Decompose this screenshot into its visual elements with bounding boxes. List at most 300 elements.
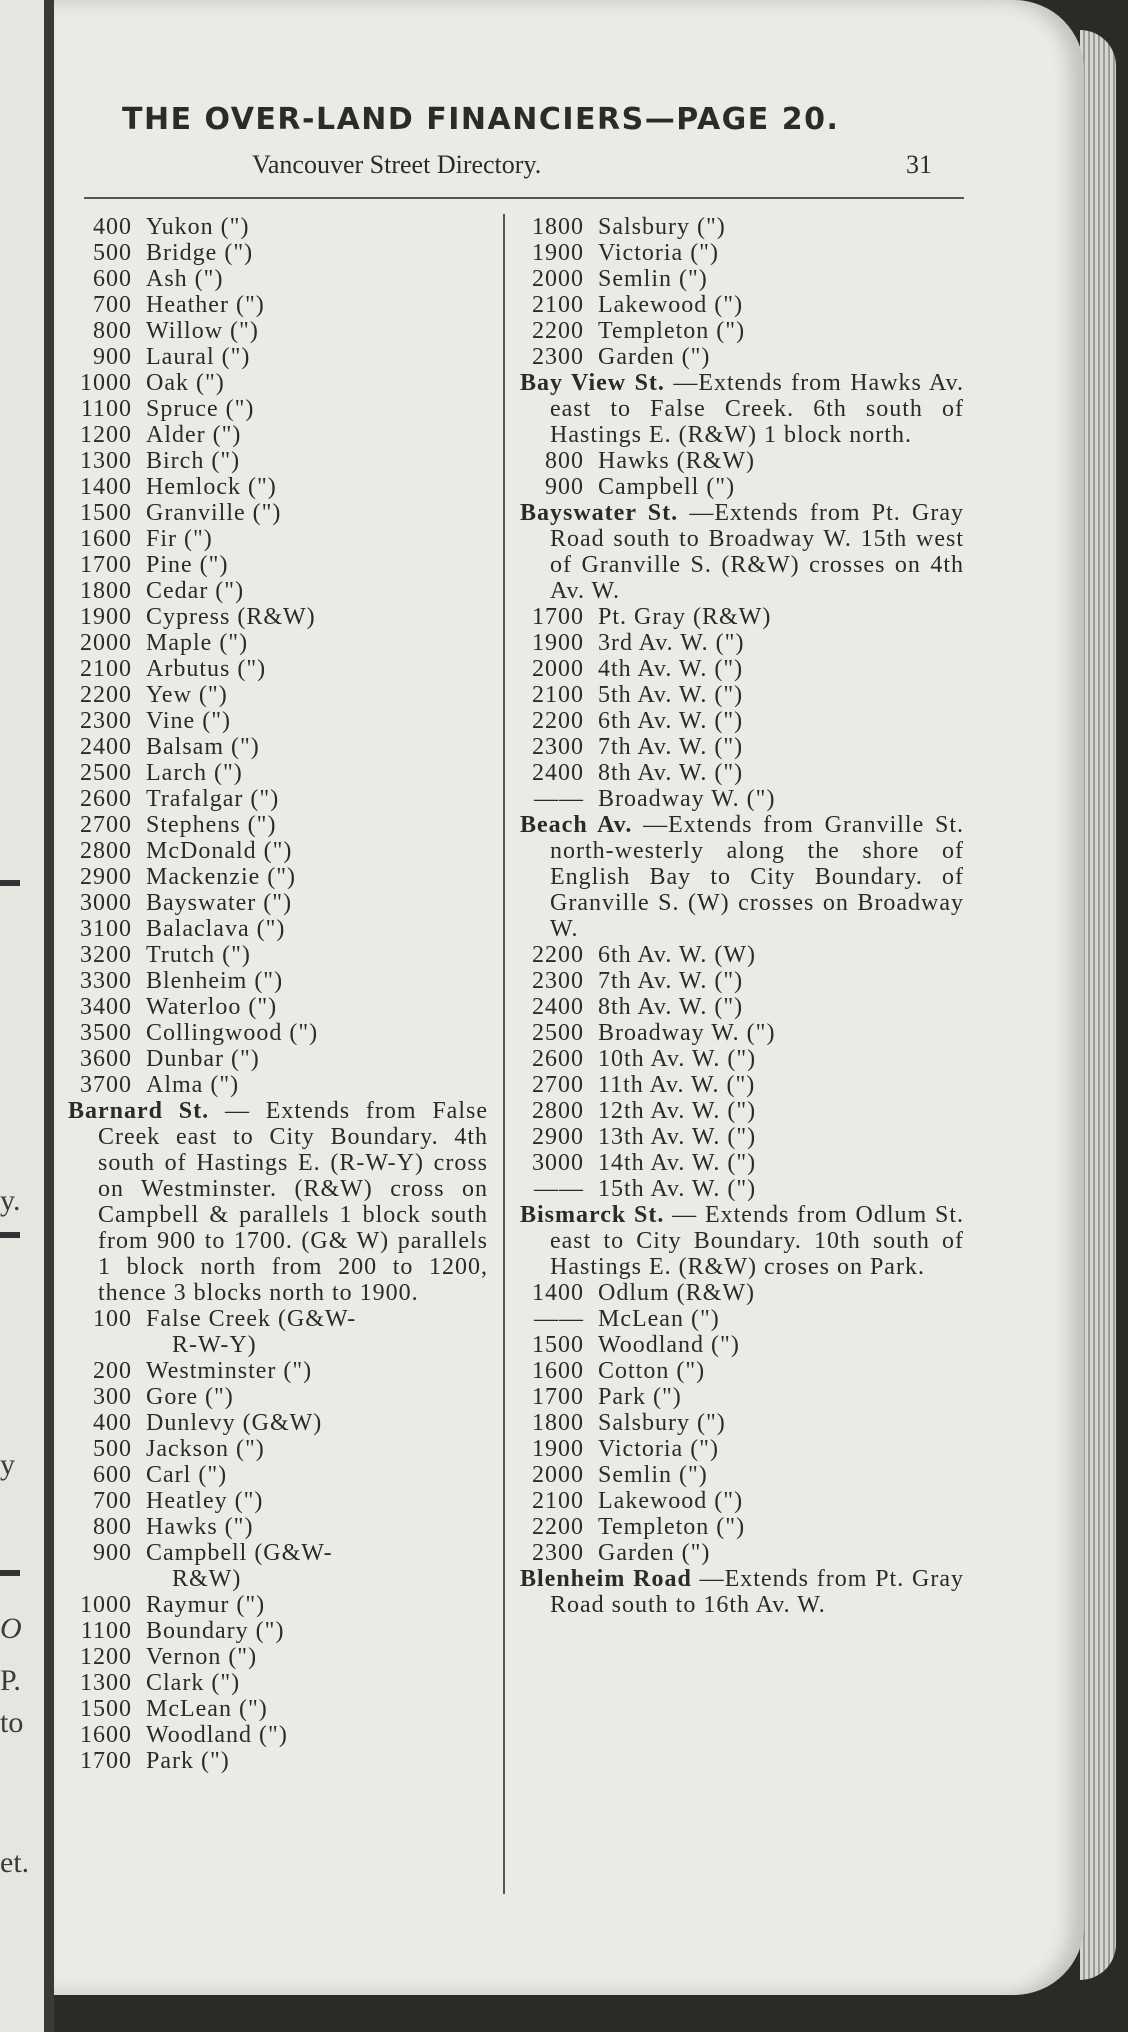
house-number: 1700 — [80, 552, 132, 578]
directory-entry — [520, 292, 964, 318]
directory-entry — [68, 1540, 488, 1566]
house-number: 2400 — [80, 734, 132, 760]
house-number: 600 — [93, 266, 132, 292]
directory-entry — [68, 448, 488, 474]
cross-street: Dunlevy (G&W) — [146, 1410, 323, 1436]
directory-entry — [520, 344, 964, 370]
directory-entry — [68, 968, 488, 994]
house-number: 2000 — [532, 1462, 584, 1488]
cross-street: Semlin (") — [598, 266, 708, 292]
directory-entry — [520, 1332, 964, 1358]
cross-street: Cedar (") — [146, 578, 245, 604]
directory-entry — [68, 890, 488, 916]
previous-page-edge — [0, 0, 54, 2032]
street-description: — Extends from Odlum St. east to City Boundary. 10th south of Hastings E. (R&W) croses on Park. — [550, 1202, 965, 1280]
cross-street: Boundary (") — [146, 1618, 285, 1644]
house-number: 2600 — [80, 786, 132, 812]
house-number: 1600 — [532, 1358, 584, 1384]
directory-entry — [520, 942, 964, 968]
directory-entry — [520, 1488, 964, 1514]
house-number: 300 — [93, 1384, 132, 1410]
street-name: Beach Av. — [520, 812, 633, 838]
cross-street: Pine (") — [146, 552, 229, 578]
edge-text: et. — [0, 1846, 30, 1879]
cross-street: Hemlock (") — [146, 474, 277, 500]
directory-entry — [520, 1410, 964, 1436]
house-number: 1500 — [80, 500, 132, 526]
cross-street: Spruce (") — [146, 396, 255, 422]
house-number: —— — [534, 786, 584, 812]
directory-entry — [520, 448, 964, 474]
house-number: 2000 — [532, 266, 584, 292]
house-number: 2500 — [532, 1020, 584, 1046]
column-divider — [503, 214, 505, 1894]
cross-street: Semlin (") — [598, 1462, 708, 1488]
cross-street: Victoria (") — [598, 240, 719, 266]
cross-street: Lakewood (") — [598, 292, 744, 318]
cross-street: 6th Av. W. (") — [598, 708, 744, 734]
cross-street: Broadway W. (") — [598, 1020, 776, 1046]
cross-street: Westminster (") — [146, 1358, 313, 1384]
cross-street: Yukon (") — [146, 214, 250, 240]
house-number: 1000 — [80, 370, 132, 396]
house-number: 1600 — [80, 526, 132, 552]
house-number: 500 — [93, 1436, 132, 1462]
directory-entry — [520, 1098, 964, 1124]
house-number: 2500 — [80, 760, 132, 786]
directory-entry — [520, 734, 964, 760]
cross-street: Carl (") — [146, 1462, 228, 1488]
cross-street: Granville (") — [146, 500, 282, 526]
house-number: 2200 — [532, 1514, 584, 1540]
directory-entry — [68, 552, 488, 578]
edge-rule — [0, 1232, 20, 1238]
house-number: 1800 — [532, 214, 584, 240]
house-number: 1400 — [80, 474, 132, 500]
house-number: 2400 — [532, 760, 584, 786]
cross-street: Willow (") — [146, 318, 259, 344]
street-description: — Extends from False Creek east to City Boundary. 4th south of Hastings E. (R-W-Y) cross on Westminster. (R&W) cross on Campbell & parallels 1 block south from 900 to 1700. (G& W) parallels 1 block north from 200 to 1200, thence 3 blocks north to 1900. — [98, 1098, 488, 1306]
house-number: 1800 — [532, 1410, 584, 1436]
directory-entry — [68, 1670, 488, 1696]
cross-street: McLean (") — [598, 1306, 720, 1332]
cross-street: Balaclava (") — [146, 916, 286, 942]
cross-street: Raymur (") — [146, 1592, 266, 1618]
directory-entry — [520, 1384, 964, 1410]
house-number: 400 — [93, 1410, 132, 1436]
house-number: 2800 — [80, 838, 132, 864]
house-number: 1900 — [532, 630, 584, 656]
house-number: 700 — [93, 1488, 132, 1514]
directory-entry — [520, 682, 964, 708]
cross-street: Bridge (") — [146, 240, 254, 266]
house-number: 2900 — [80, 864, 132, 890]
directory-entry — [68, 422, 488, 448]
directory-entry — [68, 344, 488, 370]
street-name: Blenheim Road — [520, 1566, 692, 1592]
cross-street: Cypress (R&W) — [146, 604, 316, 630]
edge-text: P. — [0, 1664, 21, 1697]
house-number: 2300 — [532, 344, 584, 370]
cross-street: Woodland (") — [146, 1722, 288, 1748]
street-name: Bismarck St. — [520, 1202, 665, 1228]
cross-street: Park (") — [146, 1748, 230, 1774]
house-number: 900 — [93, 344, 132, 370]
house-number: 3100 — [80, 916, 132, 942]
house-number: 2200 — [532, 318, 584, 344]
cross-street: Larch (") — [146, 760, 243, 786]
directory-entry — [520, 1124, 964, 1150]
cross-street: 13th Av. W. (") — [598, 1124, 757, 1150]
street-heading — [520, 1566, 964, 1618]
house-number: 900 — [93, 1540, 132, 1566]
house-number: 800 — [93, 318, 132, 344]
cross-street: Jackson (") — [146, 1436, 265, 1462]
house-number: 800 — [545, 448, 584, 474]
house-number: 600 — [93, 1462, 132, 1488]
cross-street: Arbutus (") — [146, 656, 267, 682]
directory-entry — [68, 1748, 488, 1774]
directory-entry — [68, 500, 488, 526]
directory-entry — [68, 1020, 488, 1046]
directory-entry — [68, 1644, 488, 1670]
house-number: 500 — [93, 240, 132, 266]
edge-text: y — [0, 1448, 15, 1481]
directory-entry — [68, 266, 488, 292]
directory-entry — [520, 1176, 964, 1202]
house-number: 2800 — [532, 1098, 584, 1124]
house-number: 2000 — [532, 656, 584, 682]
cross-street: 5th Av. W. (") — [598, 682, 744, 708]
cross-street: Heatley (") — [146, 1488, 264, 1514]
house-number: 900 — [545, 474, 584, 500]
directory-entry — [520, 1436, 964, 1462]
house-number: 3200 — [80, 942, 132, 968]
directory-entry — [68, 1384, 488, 1410]
directory-entry — [68, 1306, 488, 1332]
directory-entry — [520, 1020, 964, 1046]
cross-street: 6th Av. W. (W) — [598, 942, 756, 968]
cross-street: Pt. Gray (R&W) — [598, 604, 772, 630]
house-number: 3000 — [80, 890, 132, 916]
header-rule — [84, 197, 964, 199]
cross-street: McLean (") — [146, 1696, 268, 1722]
directory-entry — [520, 968, 964, 994]
directory-entry — [520, 1462, 964, 1488]
directory-entry — [68, 838, 488, 864]
directory-entry — [68, 1332, 488, 1358]
cross-street: 11th Av. W. (") — [598, 1072, 756, 1098]
cross-street: McDonald (") — [146, 838, 293, 864]
house-number: 2300 — [532, 1540, 584, 1566]
directory-entry — [68, 1436, 488, 1462]
house-number: 2200 — [80, 682, 132, 708]
edge-rule — [0, 1570, 20, 1576]
directory-entry — [520, 708, 964, 734]
cross-street: Stephens (") — [146, 812, 277, 838]
house-number: 1900 — [532, 1436, 584, 1462]
directory-entry — [520, 1514, 964, 1540]
street-description: —Extends from Hawks Av. east to False Creek. 6th south of Hastings E. (R&W) 1 block north. — [550, 370, 964, 448]
house-number: 1400 — [532, 1280, 584, 1306]
street-heading — [520, 812, 964, 942]
directory-entry — [68, 1514, 488, 1540]
street-heading — [68, 1098, 488, 1306]
directory-entry — [520, 1280, 964, 1306]
cross-street: Campbell (G&W- — [146, 1540, 333, 1566]
cross-street: Blenheim (") — [146, 968, 284, 994]
house-number: 2300 — [532, 734, 584, 760]
page-subtitle: Vancouver Street Directory. — [252, 150, 542, 179]
edge-rule — [0, 880, 20, 886]
cross-street: Alder (") — [146, 422, 242, 448]
cross-street: Waterloo (") — [146, 994, 278, 1020]
house-number: 2700 — [80, 812, 132, 838]
house-number: 3500 — [80, 1020, 132, 1046]
directory-entry — [520, 1358, 964, 1384]
cross-street: Clark (") — [146, 1670, 241, 1696]
page-number: 31 — [906, 150, 932, 179]
house-number: 3300 — [80, 968, 132, 994]
cross-street: Hawks (") — [146, 1514, 254, 1540]
cross-street: Broadway W. (") — [598, 786, 776, 812]
directory-entry — [520, 474, 964, 500]
directory-entry — [68, 812, 488, 838]
house-number: 1700 — [532, 1384, 584, 1410]
directory-entry — [68, 604, 488, 630]
directory-entry — [520, 240, 964, 266]
cross-street: 12th Av. W. (") — [598, 1098, 757, 1124]
cross-street: 7th Av. W. (") — [598, 968, 744, 994]
directory-entry — [68, 734, 488, 760]
cross-street: 7th Av. W. (") — [598, 734, 744, 760]
directory-entry — [68, 396, 488, 422]
cross-street: Gore (") — [146, 1384, 234, 1410]
cross-street: False Creek (G&W- — [146, 1306, 357, 1332]
page-stack — [1080, 30, 1116, 1980]
directory-entry — [68, 630, 488, 656]
directory-entry — [68, 916, 488, 942]
directory-entry — [68, 474, 488, 500]
cross-street: Lakewood (") — [598, 1488, 744, 1514]
house-number: 3600 — [80, 1046, 132, 1072]
edge-text: y. — [0, 1184, 21, 1217]
cross-street: Oak (") — [146, 370, 225, 396]
directory-entry — [68, 1592, 488, 1618]
cross-street: R&W) — [172, 1566, 242, 1592]
house-number: —— — [534, 1176, 584, 1202]
house-number: 1200 — [80, 422, 132, 448]
directory-entry — [520, 760, 964, 786]
house-number: 2100 — [80, 656, 132, 682]
house-number: 1100 — [80, 1618, 132, 1644]
directory-entry — [68, 994, 488, 1020]
house-number: 2600 — [532, 1046, 584, 1072]
cross-street: Laural (") — [146, 344, 251, 370]
directory-entry — [68, 1072, 488, 1098]
cross-street: Woodland (") — [598, 1332, 740, 1358]
house-number: 400 — [93, 214, 132, 240]
house-number: 1800 — [80, 578, 132, 604]
house-number: 1000 — [80, 1592, 132, 1618]
directory-entry — [520, 630, 964, 656]
house-number: 1900 — [532, 240, 584, 266]
directory-entry — [68, 214, 488, 240]
cross-street: Salsbury (") — [598, 214, 726, 240]
cross-street: Dunbar (") — [146, 1046, 260, 1072]
street-heading — [520, 500, 964, 604]
directory-entry — [68, 760, 488, 786]
house-number: 2100 — [532, 292, 584, 318]
directory-entry — [520, 656, 964, 682]
cross-street: Victoria (") — [598, 1436, 719, 1462]
cross-street: Fir (") — [146, 526, 213, 552]
directory-entry — [68, 1046, 488, 1072]
house-number: 1500 — [532, 1332, 584, 1358]
street-name: Bayswater St. — [520, 500, 679, 526]
house-number: 2700 — [532, 1072, 584, 1098]
directory-entry — [520, 1150, 964, 1176]
edge-text: to — [0, 1706, 24, 1739]
directory-entry — [520, 1072, 964, 1098]
house-number: 1300 — [80, 448, 132, 474]
cross-street: 8th Av. W. (") — [598, 760, 744, 786]
cross-street: Vine (") — [146, 708, 231, 734]
directory-entry — [68, 786, 488, 812]
right-column — [520, 214, 964, 1618]
cross-street: Collingwood (") — [146, 1020, 319, 1046]
cross-street: Alma (") — [146, 1072, 240, 1098]
cross-street: Odlum (R&W) — [598, 1280, 755, 1306]
directory-entry — [520, 786, 964, 812]
cross-street: Yew (") — [146, 682, 228, 708]
cross-street: 15th Av. W. (") — [598, 1176, 757, 1202]
house-number: —— — [534, 1306, 584, 1332]
cross-street: Trafalgar (") — [146, 786, 280, 812]
house-number: 100 — [93, 1306, 132, 1332]
directory-entry — [68, 942, 488, 968]
street-heading — [520, 370, 964, 448]
house-number: 1200 — [80, 1644, 132, 1670]
directory-page — [54, 0, 1084, 1995]
directory-entry — [68, 318, 488, 344]
street-description: —Extends from Pt. Gray Road south to 16th Av. W. — [550, 1566, 965, 1618]
directory-entry — [68, 1566, 488, 1592]
page-header-title: THE OVER-LAND FINANCIERS—PAGE 20. — [122, 102, 840, 137]
cross-street: 14th Av. W. (") — [598, 1150, 757, 1176]
house-number: 2400 — [532, 994, 584, 1020]
house-number: 2900 — [532, 1124, 584, 1150]
house-number: 2300 — [80, 708, 132, 734]
house-number: 1900 — [80, 604, 132, 630]
house-number: 1600 — [80, 1722, 132, 1748]
directory-entry — [68, 656, 488, 682]
house-number: 700 — [93, 292, 132, 318]
house-number: 1500 — [80, 1696, 132, 1722]
street-name: Bay View St. — [520, 370, 665, 396]
cross-street: 10th Av. W. (") — [598, 1046, 757, 1072]
cross-street: Balsam (") — [146, 734, 260, 760]
cross-street: Campbell (") — [598, 474, 736, 500]
directory-entry — [68, 1696, 488, 1722]
street-description: —Extends from Pt. Gray Road south to Broadway W. 15th west of Granville S. (R&W) crosses on 4th Av. W. — [550, 500, 965, 604]
house-number: 2200 — [532, 942, 584, 968]
house-number: 1700 — [80, 1748, 132, 1774]
house-number: 800 — [93, 1514, 132, 1540]
house-number: 3400 — [80, 994, 132, 1020]
cross-street: Cotton (") — [598, 1358, 706, 1384]
house-number: 2100 — [532, 1488, 584, 1514]
directory-entry — [520, 604, 964, 630]
directory-entry — [68, 1722, 488, 1748]
cross-street: 4th Av. W. (") — [598, 656, 744, 682]
directory-entry — [68, 864, 488, 890]
house-number: 2300 — [532, 968, 584, 994]
directory-entry — [68, 1618, 488, 1644]
directory-entry — [68, 578, 488, 604]
directory-entry — [68, 292, 488, 318]
directory-entry — [68, 1462, 488, 1488]
cross-street: 8th Av. W. (") — [598, 994, 744, 1020]
cross-street: Hawks (R&W) — [598, 448, 755, 474]
left-column — [68, 214, 488, 1774]
cross-street: Salsbury (") — [598, 1410, 726, 1436]
directory-entry — [68, 370, 488, 396]
cross-street: Garden (") — [598, 1540, 711, 1566]
cross-street: R-W-Y) — [172, 1332, 257, 1358]
cross-street: 3rd Av. W. (") — [598, 630, 745, 656]
house-number: 3000 — [532, 1150, 584, 1176]
street-description: —Extends from Granville St. north-westerly along the shore of English Bay to City Boundary. of Granville S. (W) crosses on Broadway W. — [550, 812, 964, 942]
directory-entry — [520, 994, 964, 1020]
cross-street: Ash (") — [146, 266, 224, 292]
cross-street: Templeton (") — [598, 1514, 746, 1540]
directory-entry — [520, 318, 964, 344]
directory-entry — [68, 682, 488, 708]
cross-street: Templeton (") — [598, 318, 746, 344]
house-number: 2200 — [532, 708, 584, 734]
directory-entry — [68, 708, 488, 734]
cross-street: Mackenzie (") — [146, 864, 297, 890]
house-number: 200 — [93, 1358, 132, 1384]
edge-text: O — [0, 1612, 22, 1645]
house-number: 3700 — [80, 1072, 132, 1098]
street-name: Barnard St. — [68, 1098, 210, 1124]
house-number: 1300 — [80, 1670, 132, 1696]
cross-street: Heather (") — [146, 292, 265, 318]
cross-street: Garden (") — [598, 344, 711, 370]
directory-entry — [68, 526, 488, 552]
cross-street: Maple (") — [146, 630, 249, 656]
cross-street: Birch (") — [146, 448, 241, 474]
directory-entry — [520, 1306, 964, 1332]
cross-street: Bayswater (") — [146, 890, 293, 916]
house-number: 2000 — [80, 630, 132, 656]
house-number: 2100 — [532, 682, 584, 708]
directory-entry — [68, 1358, 488, 1384]
directory-entry — [68, 1488, 488, 1514]
directory-entry — [520, 1540, 964, 1566]
house-number: 1700 — [532, 604, 584, 630]
street-heading — [520, 1202, 964, 1280]
directory-entry — [520, 1046, 964, 1072]
directory-entry — [68, 1410, 488, 1436]
directory-entry — [68, 240, 488, 266]
cross-street: Park (") — [598, 1384, 682, 1410]
cross-street: Trutch (") — [146, 942, 251, 968]
directory-entry — [520, 214, 964, 240]
cross-street: Vernon (") — [146, 1644, 258, 1670]
